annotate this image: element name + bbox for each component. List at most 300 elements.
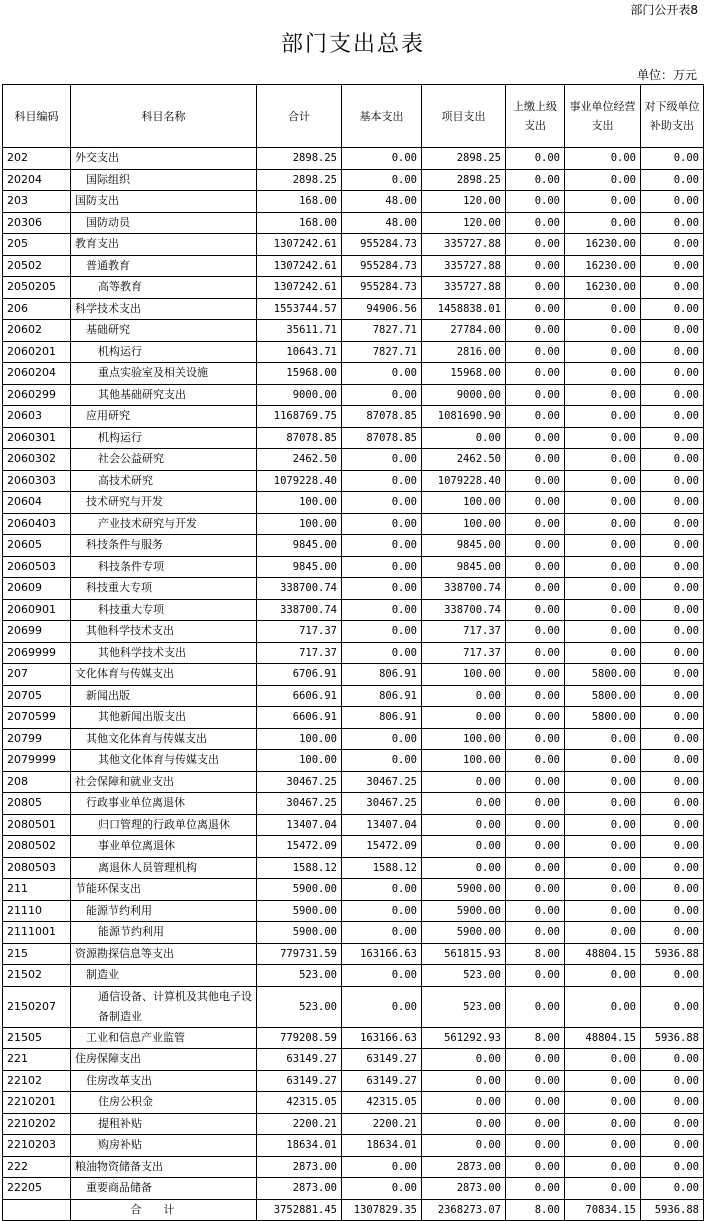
amount-cell: 0.00 — [422, 1135, 506, 1157]
amount-cell: 0.00 — [565, 793, 641, 815]
subject-name-cell: 普通教育 — [71, 255, 257, 277]
amount-cell: 5936.88 — [641, 1027, 704, 1049]
amount-cell: 0.00 — [641, 535, 704, 557]
amount-cell: 0.00 — [506, 406, 565, 428]
amount-cell: 0.00 — [641, 320, 704, 342]
amount-cell: 0.00 — [506, 191, 565, 213]
amount-cell: 0.00 — [641, 965, 704, 987]
amount-cell: 0.00 — [342, 492, 422, 514]
table-row — [3, 879, 704, 901]
amount-cell: 2816.00 — [422, 341, 506, 363]
amount-cell: 0.00 — [506, 685, 565, 707]
amount-cell: 48.00 — [342, 191, 422, 213]
subject-code-cell: 20306 — [3, 212, 71, 234]
amount-cell: 0.00 — [641, 1156, 704, 1178]
subject-name-cell: 离退休人员管理机构 — [71, 857, 257, 879]
amount-cell: 0.00 — [641, 234, 704, 256]
amount-cell: 30467.25 — [257, 793, 342, 815]
table-row — [3, 449, 704, 471]
amount-cell: 955284.73 — [342, 234, 422, 256]
table-row — [3, 191, 704, 213]
amount-cell: 0.00 — [342, 363, 422, 385]
amount-cell: 0.00 — [342, 1156, 422, 1178]
table-row — [3, 1049, 704, 1071]
subject-code-cell: 20699 — [3, 621, 71, 643]
amount-cell: 0.00 — [641, 750, 704, 772]
amount-cell: 5800.00 — [565, 707, 641, 729]
amount-cell: 1168769.75 — [257, 406, 342, 428]
subject-code-cell: 2070599 — [3, 707, 71, 729]
amount-cell: 0.00 — [342, 922, 422, 944]
amount-cell: 5900.00 — [422, 879, 506, 901]
amount-cell: 0.00 — [422, 707, 506, 729]
amount-cell: 2873.00 — [422, 1156, 506, 1178]
table-body — [3, 148, 704, 1200]
subject-code-cell: 2060403 — [3, 513, 71, 535]
subject-code-cell: 20605 — [3, 535, 71, 557]
amount-cell: 0.00 — [506, 707, 565, 729]
subject-code-cell: 20609 — [3, 578, 71, 600]
amount-cell: 0.00 — [342, 556, 422, 578]
amount-cell: 0.00 — [506, 320, 565, 342]
subject-name-cell: 资源勘探信息等支出 — [71, 943, 257, 965]
amount-cell: 100.00 — [257, 728, 342, 750]
table-row — [3, 535, 704, 557]
amount-cell: 2462.50 — [257, 449, 342, 471]
amount-cell: 0.00 — [641, 384, 704, 406]
total-label: 合计 — [71, 1199, 257, 1221]
amount-cell: 0.00 — [342, 1178, 422, 1200]
amount-cell: 5900.00 — [257, 900, 342, 922]
subject-name-cell: 国防动员 — [71, 212, 257, 234]
amount-cell: 0.00 — [342, 750, 422, 772]
header-code: 科目编码 — [3, 85, 71, 148]
amount-cell: 2873.00 — [257, 1178, 342, 1200]
subject-name-cell: 机构运行 — [71, 341, 257, 363]
amount-cell: 0.00 — [641, 148, 704, 170]
subject-code-cell: 2079999 — [3, 750, 71, 772]
subject-code-cell: 2210203 — [3, 1135, 71, 1157]
amount-cell: 0.00 — [565, 341, 641, 363]
amount-cell: 0.00 — [506, 234, 565, 256]
amount-cell: 779208.59 — [257, 1027, 342, 1049]
subject-code-cell: 208 — [3, 771, 71, 793]
table-row — [3, 492, 704, 514]
subject-code-cell: 2080501 — [3, 814, 71, 836]
amount-cell: 0.00 — [506, 664, 565, 686]
amount-cell: 0.00 — [342, 384, 422, 406]
amount-cell: 2898.25 — [257, 169, 342, 191]
amount-cell: 0.00 — [506, 341, 565, 363]
amount-cell: 0.00 — [565, 191, 641, 213]
amount-cell: 0.00 — [506, 513, 565, 535]
amount-cell: 0.00 — [506, 427, 565, 449]
amount-cell: 0.00 — [342, 642, 422, 664]
table-row — [3, 363, 704, 385]
amount-cell: 16230.00 — [565, 255, 641, 277]
amount-cell: 0.00 — [422, 1049, 506, 1071]
amount-cell: 5800.00 — [565, 685, 641, 707]
subject-name-cell: 国防支出 — [71, 191, 257, 213]
amount-cell: 955284.73 — [342, 255, 422, 277]
amount-cell: 7827.71 — [342, 341, 422, 363]
subject-name-cell: 其他新闻出版支出 — [71, 707, 257, 729]
amount-cell: 0.00 — [565, 449, 641, 471]
table-row — [3, 986, 704, 1027]
table-row — [3, 169, 704, 191]
amount-cell: 0.00 — [641, 664, 704, 686]
amount-cell: 0.00 — [506, 879, 565, 901]
amount-cell: 100.00 — [422, 664, 506, 686]
amount-cell: 0.00 — [641, 599, 704, 621]
amount-cell: 0.00 — [506, 922, 565, 944]
amount-cell: 0.00 — [565, 169, 641, 191]
subject-code-cell: 211 — [3, 879, 71, 901]
amount-cell: 717.37 — [422, 642, 506, 664]
amount-cell: 561292.93 — [422, 1027, 506, 1049]
amount-cell: 0.00 — [641, 255, 704, 277]
table-row — [3, 793, 704, 815]
subject-code-cell: 2060201 — [3, 341, 71, 363]
amount-cell: 1307242.61 — [257, 234, 342, 256]
subject-name-cell: 住房保障支出 — [71, 1049, 257, 1071]
amount-cell: 0.00 — [641, 578, 704, 600]
amount-cell: 8.00 — [506, 1027, 565, 1049]
amount-cell: 0.00 — [565, 1178, 641, 1200]
amount-cell: 9845.00 — [257, 535, 342, 557]
amount-cell: 0.00 — [565, 384, 641, 406]
amount-cell: 0.00 — [641, 1092, 704, 1114]
table-row — [3, 427, 704, 449]
amount-cell: 2462.50 — [422, 449, 506, 471]
amount-cell: 338700.74 — [422, 599, 506, 621]
amount-cell: 779731.59 — [257, 943, 342, 965]
amount-cell: 15968.00 — [422, 363, 506, 385]
amount-cell: 806.91 — [342, 707, 422, 729]
table-row — [3, 298, 704, 320]
table-row — [3, 341, 704, 363]
header-upper: 上缴上级支出 — [506, 85, 565, 148]
subject-code-cell: 2060303 — [3, 470, 71, 492]
amount-cell: 30467.25 — [257, 771, 342, 793]
amount-cell: 0.00 — [641, 1049, 704, 1071]
amount-cell: 0.00 — [565, 492, 641, 514]
amount-cell: 168.00 — [257, 212, 342, 234]
amount-cell: 30467.25 — [342, 771, 422, 793]
amount-cell: 0.00 — [641, 836, 704, 858]
subject-name-cell: 科学技术支出 — [71, 298, 257, 320]
table-row — [3, 728, 704, 750]
amount-cell: 0.00 — [342, 578, 422, 600]
amount-cell: 0.00 — [641, 341, 704, 363]
table-row — [3, 922, 704, 944]
amount-cell: 0.00 — [641, 771, 704, 793]
subject-name-cell: 科技重大专项 — [71, 578, 257, 600]
subject-name-cell: 提租补贴 — [71, 1113, 257, 1135]
amount-cell: 0.00 — [506, 793, 565, 815]
amount-cell: 338700.74 — [257, 599, 342, 621]
amount-cell: 0.00 — [641, 707, 704, 729]
subject-name-cell: 行政事业单位离退休 — [71, 793, 257, 815]
amount-cell: 0.00 — [641, 1135, 704, 1157]
amount-cell: 87078.85 — [342, 427, 422, 449]
amount-cell: 9845.00 — [257, 556, 342, 578]
table-row — [3, 707, 704, 729]
total-cell: 5936.88 — [641, 1199, 704, 1221]
amount-cell: 0.00 — [565, 1156, 641, 1178]
subject-name-cell: 制造业 — [71, 965, 257, 987]
table-row — [3, 750, 704, 772]
amount-cell: 0.00 — [565, 298, 641, 320]
amount-cell: 9845.00 — [422, 535, 506, 557]
subject-code-cell: 20602 — [3, 320, 71, 342]
amount-cell: 0.00 — [641, 642, 704, 664]
amount-cell: 338700.74 — [422, 578, 506, 600]
amount-cell: 0.00 — [641, 900, 704, 922]
subject-code-cell: 20805 — [3, 793, 71, 815]
subject-code-cell: 2210202 — [3, 1113, 71, 1135]
table-row — [3, 470, 704, 492]
amount-cell: 2898.25 — [422, 169, 506, 191]
subject-name-cell: 新闻出版 — [71, 685, 257, 707]
amount-cell: 87078.85 — [342, 406, 422, 428]
amount-cell: 0.00 — [565, 621, 641, 643]
subject-name-cell: 重要商品储备 — [71, 1178, 257, 1200]
amount-cell: 120.00 — [422, 191, 506, 213]
table-row — [3, 1113, 704, 1135]
amount-cell: 0.00 — [641, 857, 704, 879]
subject-code-cell: 22102 — [3, 1070, 71, 1092]
amount-cell: 0.00 — [641, 922, 704, 944]
subject-name-cell: 社会公益研究 — [71, 449, 257, 471]
amount-cell: 100.00 — [257, 750, 342, 772]
form-number-label: 部门公开表8 — [630, 3, 698, 17]
header-name: 科目名称 — [71, 85, 257, 148]
amount-cell: 0.00 — [506, 1113, 565, 1135]
amount-cell: 5900.00 — [257, 879, 342, 901]
amount-cell: 0.00 — [506, 836, 565, 858]
amount-cell: 0.00 — [506, 750, 565, 772]
amount-cell: 0.00 — [506, 814, 565, 836]
amount-cell: 0.00 — [565, 363, 641, 385]
amount-cell: 0.00 — [641, 685, 704, 707]
amount-cell: 0.00 — [565, 1049, 641, 1071]
amount-cell: 0.00 — [565, 750, 641, 772]
amount-cell: 8.00 — [506, 943, 565, 965]
subject-name-cell: 科技重大专项 — [71, 599, 257, 621]
amount-cell: 0.00 — [565, 1135, 641, 1157]
amount-cell: 5900.00 — [422, 922, 506, 944]
amount-cell: 1458838.01 — [422, 298, 506, 320]
subject-code-cell: 2060299 — [3, 384, 71, 406]
amount-cell: 0.00 — [422, 685, 506, 707]
amount-cell: 0.00 — [641, 556, 704, 578]
subject-code-cell: 2080503 — [3, 857, 71, 879]
amount-cell: 63149.27 — [257, 1070, 342, 1092]
subject-code-cell: 2060503 — [3, 556, 71, 578]
amount-cell: 0.00 — [506, 771, 565, 793]
table-row — [3, 1178, 704, 1200]
amount-cell: 523.00 — [422, 965, 506, 987]
amount-cell: 0.00 — [565, 513, 641, 535]
table-row — [3, 384, 704, 406]
subject-name-cell: 重点实验室及相关设施 — [71, 363, 257, 385]
subject-code-cell: 2210201 — [3, 1092, 71, 1114]
amount-cell: 0.00 — [641, 1178, 704, 1200]
amount-cell: 0.00 — [565, 535, 641, 557]
subject-code-cell: 20502 — [3, 255, 71, 277]
subject-name-cell: 其他文化体育与传媒支出 — [71, 750, 257, 772]
amount-cell: 1588.12 — [342, 857, 422, 879]
subject-name-cell: 住房公积金 — [71, 1092, 257, 1114]
subject-code-cell: 205 — [3, 234, 71, 256]
table-row — [3, 1135, 704, 1157]
amount-cell: 100.00 — [257, 492, 342, 514]
amount-cell: 0.00 — [506, 363, 565, 385]
table-row — [3, 556, 704, 578]
subject-code-cell: 21110 — [3, 900, 71, 922]
amount-cell: 955284.73 — [342, 277, 422, 299]
amount-cell: 0.00 — [641, 298, 704, 320]
amount-cell: 0.00 — [565, 857, 641, 879]
amount-cell: 0.00 — [506, 470, 565, 492]
header-total: 合计 — [257, 85, 342, 148]
amount-cell: 6606.91 — [257, 707, 342, 729]
amount-cell: 2898.25 — [422, 148, 506, 170]
subject-name-cell: 事业单位离退休 — [71, 836, 257, 858]
amount-cell: 1307242.61 — [257, 277, 342, 299]
amount-cell: 0.00 — [506, 728, 565, 750]
subject-name-cell: 其他文化体育与传媒支出 — [71, 728, 257, 750]
amount-cell: 0.00 — [641, 212, 704, 234]
amount-cell: 2200.21 — [257, 1113, 342, 1135]
subject-code-cell: 22205 — [3, 1178, 71, 1200]
subject-code-cell: 2060302 — [3, 449, 71, 471]
amount-cell: 0.00 — [565, 771, 641, 793]
subject-code-cell: 203 — [3, 191, 71, 213]
table-row — [3, 513, 704, 535]
amount-cell: 2200.21 — [342, 1113, 422, 1135]
amount-cell: 100.00 — [422, 492, 506, 514]
header-business: 事业单位经营支出 — [565, 85, 641, 148]
amount-cell: 0.00 — [342, 728, 422, 750]
table-row — [3, 621, 704, 643]
subject-code-cell: 2060204 — [3, 363, 71, 385]
table-row — [3, 599, 704, 621]
amount-cell: 100.00 — [422, 513, 506, 535]
amount-cell: 0.00 — [342, 535, 422, 557]
amount-cell: 0.00 — [422, 836, 506, 858]
subject-name-cell: 技术研究与开发 — [71, 492, 257, 514]
amount-cell: 0.00 — [506, 642, 565, 664]
subject-code-cell: 2080502 — [3, 836, 71, 858]
amount-cell: 9000.00 — [422, 384, 506, 406]
subject-name-cell: 能源节约利用 — [71, 922, 257, 944]
amount-cell: 94906.56 — [342, 298, 422, 320]
amount-cell: 0.00 — [565, 728, 641, 750]
amount-cell: 1588.12 — [257, 857, 342, 879]
amount-cell: 0.00 — [506, 900, 565, 922]
total-cell: 70834.15 — [565, 1199, 641, 1221]
subject-code-cell: 202 — [3, 148, 71, 170]
subject-code-cell: 2060901 — [3, 599, 71, 621]
amount-cell: 0.00 — [641, 1113, 704, 1135]
amount-cell: 0.00 — [506, 1092, 565, 1114]
amount-cell: 35611.71 — [257, 320, 342, 342]
subject-name-cell: 粮油物资储备支出 — [71, 1156, 257, 1178]
subject-code-cell: 215 — [3, 943, 71, 965]
table-row — [3, 406, 704, 428]
amount-cell: 0.00 — [342, 986, 422, 1027]
amount-cell: 0.00 — [565, 879, 641, 901]
amount-cell: 0.00 — [422, 814, 506, 836]
amount-cell: 13407.04 — [257, 814, 342, 836]
amount-cell: 0.00 — [565, 470, 641, 492]
amount-cell: 13407.04 — [342, 814, 422, 836]
amount-cell: 523.00 — [257, 986, 342, 1027]
amount-cell: 0.00 — [565, 642, 641, 664]
unit-label: 单位：万元 — [636, 68, 697, 82]
table-row — [3, 578, 704, 600]
amount-cell: 335727.88 — [422, 277, 506, 299]
amount-cell: 0.00 — [506, 298, 565, 320]
subject-name-cell: 住房改革支出 — [71, 1070, 257, 1092]
amount-cell: 0.00 — [641, 513, 704, 535]
amount-cell: 717.37 — [257, 621, 342, 643]
amount-cell: 0.00 — [342, 965, 422, 987]
amount-cell: 0.00 — [506, 857, 565, 879]
amount-cell: 523.00 — [257, 965, 342, 987]
amount-cell: 0.00 — [565, 965, 641, 987]
header-subsidy: 对下级单位补助支出 — [641, 85, 704, 148]
table-row — [3, 320, 704, 342]
amount-cell: 0.00 — [506, 148, 565, 170]
amount-cell: 0.00 — [422, 771, 506, 793]
amount-cell: 100.00 — [422, 728, 506, 750]
amount-cell: 561815.93 — [422, 943, 506, 965]
header-project: 项目支出 — [422, 85, 506, 148]
amount-cell: 0.00 — [641, 728, 704, 750]
page-title: 部门支出总表 — [280, 32, 425, 57]
subject-name-cell: 基础研究 — [71, 320, 257, 342]
amount-cell: 0.00 — [342, 148, 422, 170]
amount-cell: 0.00 — [506, 578, 565, 600]
amount-cell: 15968.00 — [257, 363, 342, 385]
subject-name-cell: 能源节约利用 — [71, 900, 257, 922]
amount-cell: 168.00 — [257, 191, 342, 213]
table-row — [3, 212, 704, 234]
amount-cell: 0.00 — [641, 879, 704, 901]
subject-name-cell: 社会保障和就业支出 — [71, 771, 257, 793]
subject-name-cell: 科技条件专项 — [71, 556, 257, 578]
amount-cell: 0.00 — [422, 427, 506, 449]
subject-code-cell: 21505 — [3, 1027, 71, 1049]
amount-cell: 42315.05 — [257, 1092, 342, 1114]
amount-cell: 523.00 — [422, 986, 506, 1027]
amount-cell: 338700.74 — [257, 578, 342, 600]
amount-cell: 806.91 — [342, 685, 422, 707]
amount-cell: 0.00 — [422, 1092, 506, 1114]
amount-cell: 0.00 — [641, 492, 704, 514]
subject-code-cell: 21502 — [3, 965, 71, 987]
amount-cell: 48804.15 — [565, 1027, 641, 1049]
table-row — [3, 277, 704, 299]
amount-cell: 16230.00 — [565, 234, 641, 256]
amount-cell: 0.00 — [565, 986, 641, 1027]
amount-cell: 0.00 — [641, 191, 704, 213]
subject-code-cell: 206 — [3, 298, 71, 320]
total-code-cell — [3, 1199, 71, 1221]
